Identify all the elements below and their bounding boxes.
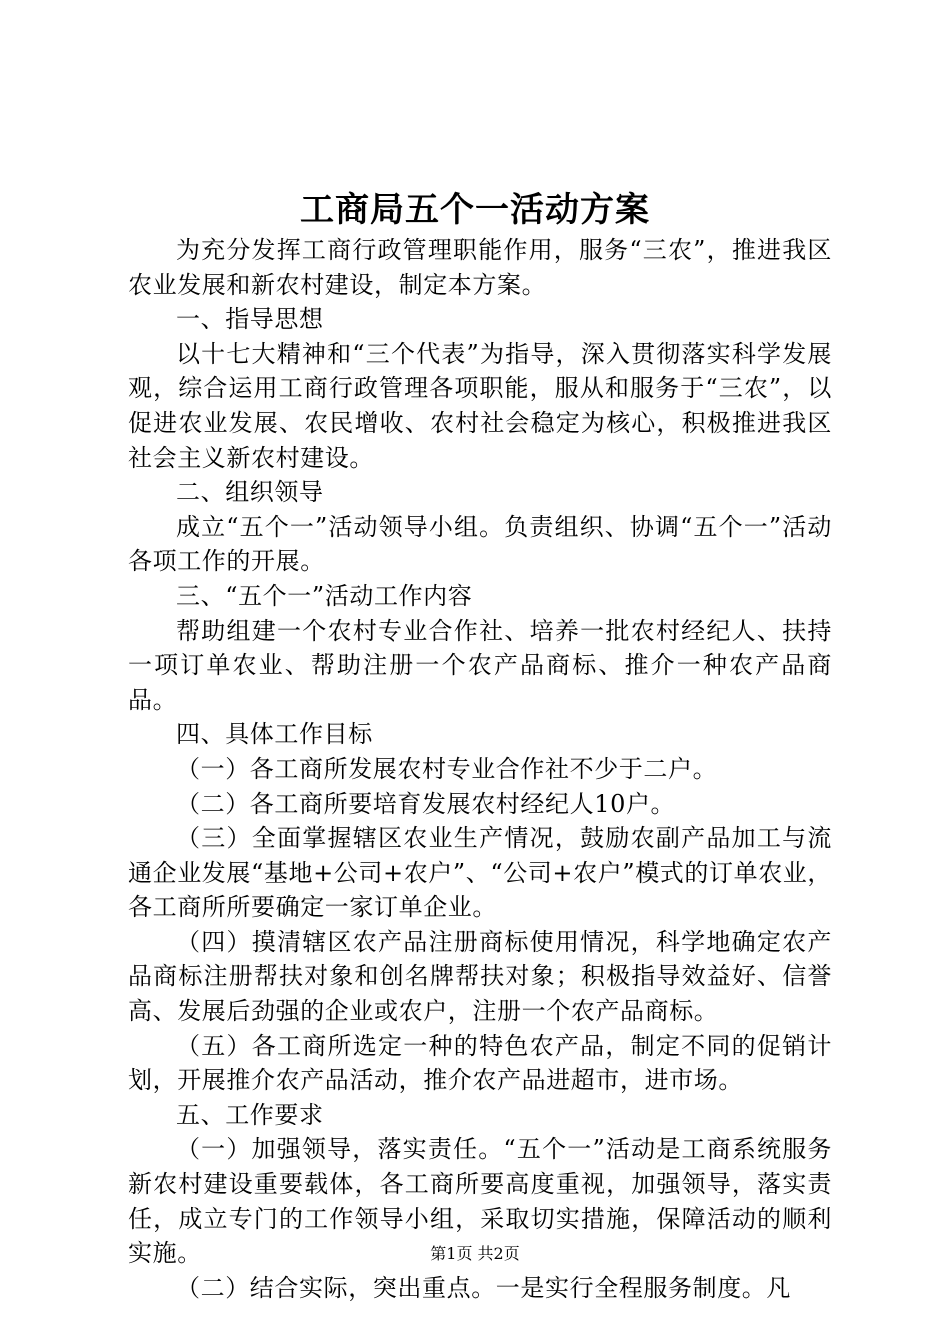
document-body: [128, 233, 832, 1305]
section-heading-goals: 四、具体工作目标: [176, 720, 373, 749]
content-paragraph: 帮助组建一个农村专业合作社、培养一批农村经纪人、扶持一项订单农业、帮助注册一个农产品商标、推介一种农产品商品。: [128, 616, 832, 714]
section-heading-organization: 二、组织领导: [176, 478, 324, 507]
page-footer: 第1页 共2页: [430, 1244, 520, 1263]
intro-paragraph: 为充分发挥工商行政管理职能作用，服务“三农”，推进我区农业发展和新农村建设，制定本方案。: [128, 236, 832, 299]
goal-item-1: （一）各工商所发展农村专业合作社不少于二户。: [176, 754, 718, 783]
goal-item-5: （五）各工商所选定一种的特色农产品，制定不同的促销计划，开展推介农产品活动，推介农产品进超市，进市场。: [128, 1031, 832, 1095]
goal-item-4: （四）摸清辖区农产品注册商标使用情况，科学地确定农产品商标注册帮扶对象和创名牌帮扶对象；积极指导效益好、信誉高、发展后劲强的企业或农户，注册一个农产品商标。: [128, 927, 832, 1026]
requirement-item-2: （二）结合实际，突出重点。一是实行全程服务制度。凡: [176, 1273, 791, 1302]
requirement-item-1: （一）加强领导，落实责任。“五个一”活动是工商系统服务新农村建设重要载体，各工商所要高度重视，加强领导，落实责任，成立专门的工作领导小组，采取切实措施，保障活动的顺利实施。: [128, 1135, 832, 1268]
section-heading-content: 三、“五个一”活动工作内容: [176, 581, 473, 610]
guiding-thought-paragraph: 以十七大精神和“三个代表”为指导，深入贯彻落实科学发展观，综合运用工商行政管理各项职能，服从和服务于“三农”，以促进农业发展、农民增收、农村社会稳定为核心，积极推进我区社会主义新农村建设。: [128, 339, 832, 472]
goal-item-2: （二）各工商所要培育发展农村经纪人10户。: [176, 789, 676, 818]
goal-item-3: （三）全面掌握辖区农业生产情况，鼓励农副产品加工与流通企业发展“基地+公司+农户”、“公司+农户”模式的订单农业，各工商所所要确定一家订单企业。: [128, 824, 833, 922]
document-title: 工商局五个一活动方案: [300, 190, 650, 230]
organization-paragraph: 成立“五个一”活动领导小组。负责组织、协调“五个一”活动各项工作的开展。: [128, 512, 832, 576]
section-heading-requirements: 五、工作要求: [176, 1100, 324, 1129]
section-heading-guiding-thought: 一、指导思想: [176, 305, 324, 334]
